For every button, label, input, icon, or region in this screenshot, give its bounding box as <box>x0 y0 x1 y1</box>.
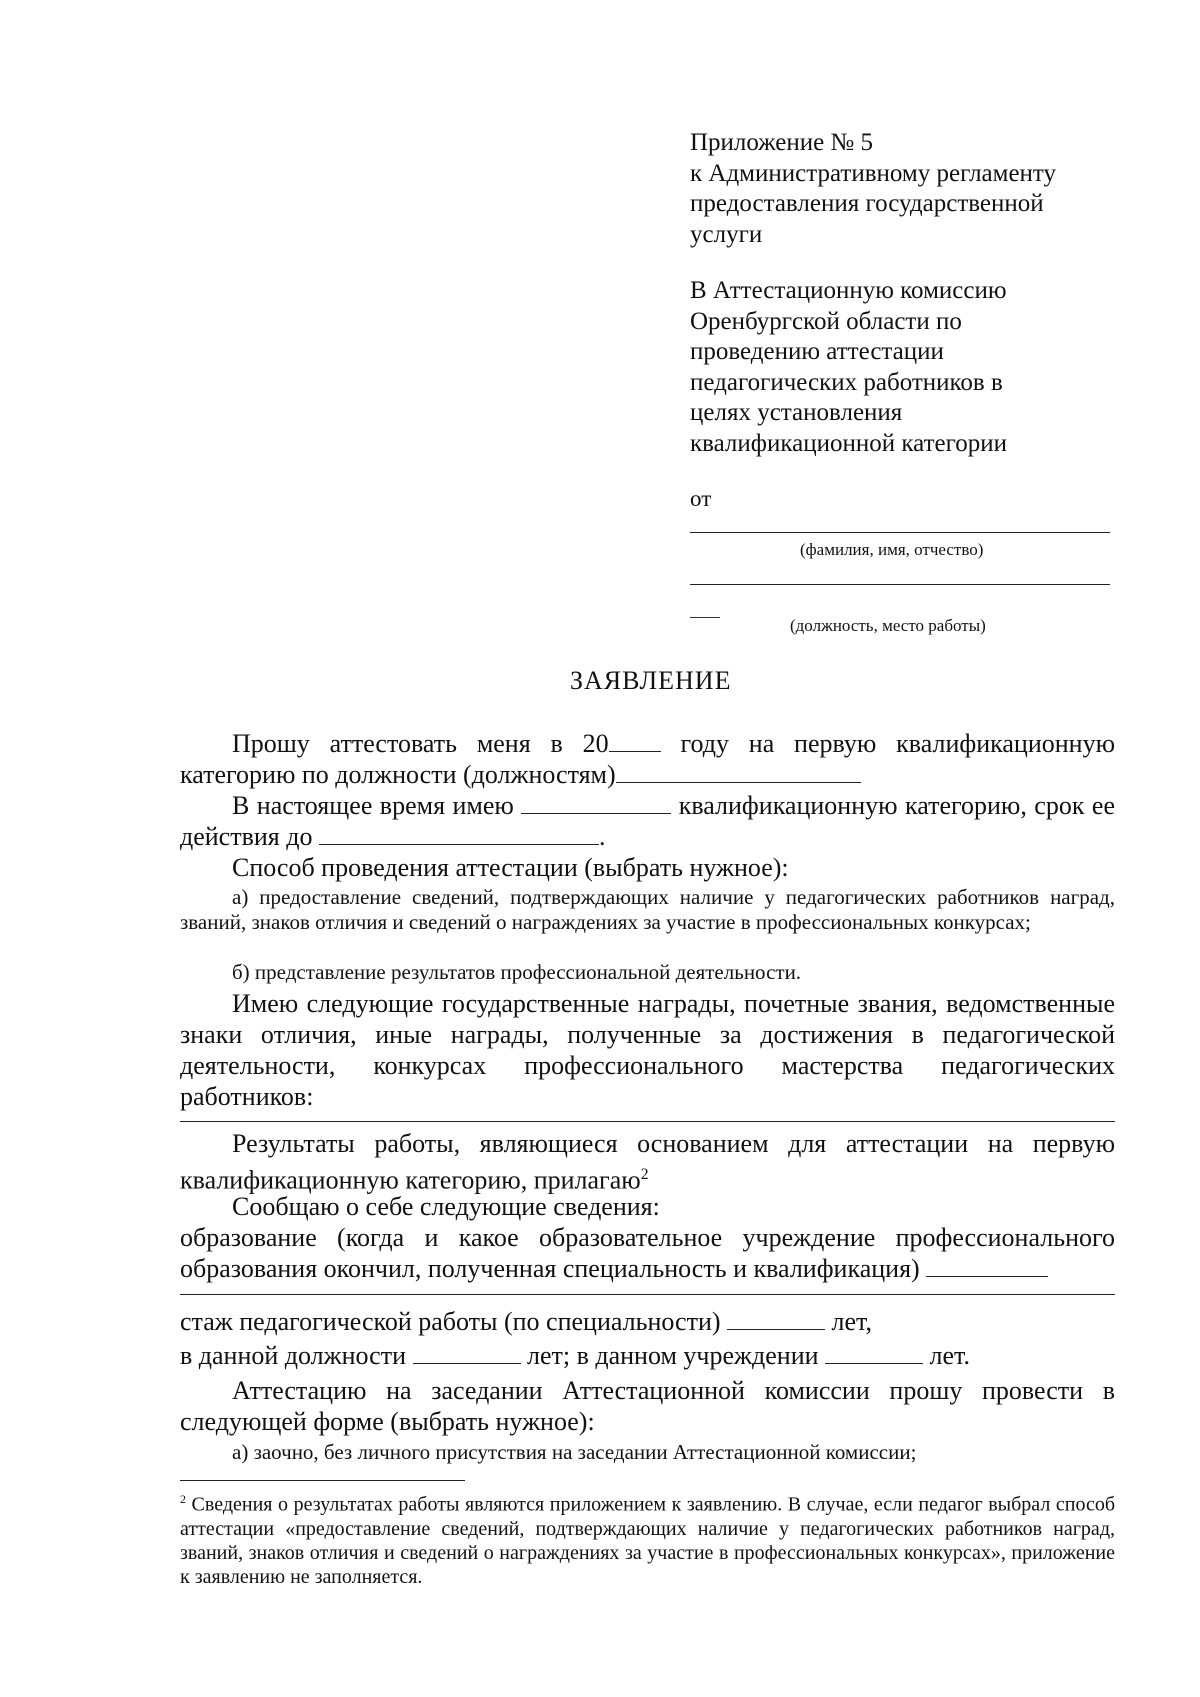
position-experience-text-mid: лет; в данном учреждении <box>520 1341 826 1370</box>
experience-text-end: лет, <box>825 1307 872 1336</box>
footnote-separator <box>180 1480 465 1481</box>
request-text-start: Прошу аттестовать меня в 20 <box>232 729 609 758</box>
footnote-text: Сведения о результатах работы являются приложением к заявлению. В случае, если педагог выбрал способ аттестации «предоставление сведений, подтверждающих наличие у педагогических работников наград, званий, знаков отличия и сведений о награждениях за участие в профессиональных конкурсах», приложение к заявлению не заполняется. <box>180 1493 1115 1588</box>
education-paragraph <box>180 1222 1115 1284</box>
addressee-block <box>690 276 1130 459</box>
about-heading: Сообщаю о себе следующие сведения: <box>232 1192 660 1221</box>
addressee-line: проведению аттестации <box>690 338 944 365</box>
experience-blank[interactable] <box>727 1307 825 1330</box>
position-experience-line <box>180 1340 1115 1371</box>
current-category-text-mid: квалификационную категорию, срок ее действия до <box>180 791 1115 851</box>
position-experience-text-end: лет. <box>923 1341 970 1370</box>
addressee-line: целях установления <box>690 399 903 426</box>
position-line[interactable] <box>690 584 1110 585</box>
form-heading: Аттестацию на заседании Аттестационной комиссии прошу провести в следующей форме (выбрать нужное): <box>180 1376 1115 1436</box>
results-text: Результаты работы, являющиеся основанием для аттестации на первую квалификационную категорию, прилагаю <box>180 1129 1115 1195</box>
method-heading: Способ проведения аттестации (выбрать нужное): <box>232 853 789 882</box>
position-blank[interactable] <box>616 760 861 783</box>
line-dash <box>690 617 720 618</box>
awards-paragraph: Имею следующие государственные награды, почетные звания, ведомственные знаки отличия, иные награды, полученные за достижения в педагогической деятельности, конкурсах профессионального мастерства педагогических работников: <box>180 989 1115 1111</box>
education-text: образование (когда и какое образовательное учреждение профессионального образования окончил, полученная специальность и квалификация) <box>180 1223 1115 1283</box>
fio-caption: (фамилия, имя, отчество) <box>800 540 984 559</box>
validity-blank[interactable] <box>319 822 599 845</box>
from-label: от <box>690 486 712 511</box>
addressee-line: квалификационной категории <box>690 429 1008 457</box>
results-paragraph <box>180 1128 1115 1196</box>
institution-years-blank[interactable] <box>825 1341 923 1364</box>
document-title: ЗАЯВЛЕНИЕ <box>570 666 732 695</box>
addressee-line: Оренбургской области по <box>690 307 962 335</box>
category-blank[interactable] <box>521 791 671 814</box>
position-years-blank[interactable] <box>413 1341 521 1364</box>
footnote-mark: 2 <box>180 1492 186 1506</box>
appendix-line: Приложение № 5 <box>690 129 874 156</box>
position-experience-text-start: в данной должности <box>180 1341 413 1370</box>
appendix-line: предоставления государственной <box>690 190 1044 217</box>
current-category-paragraph <box>180 790 1115 852</box>
fio-line[interactable] <box>690 532 1110 533</box>
method-option-a[interactable]: а) предоставление сведений, подтверждающих наличие у педагогических работников наград, званий, знаков отличия и сведений о награждениях за участие в профессиональных конкурсах; <box>180 885 1115 934</box>
appendix-line: услуги <box>690 220 763 248</box>
footnote-reference: 2 <box>640 1166 649 1183</box>
education-line[interactable] <box>180 1294 1115 1295</box>
awards-line[interactable] <box>180 1121 1115 1122</box>
request-text-end: году на первую квалификационную категорию по должности (должностям) <box>180 729 1115 789</box>
experience-text-start: стаж педагогической работы (по специальности) <box>180 1307 728 1336</box>
current-category-text-start: В настоящее время имею <box>232 791 522 820</box>
request-paragraph <box>180 728 1115 790</box>
education-blank[interactable] <box>926 1254 1048 1277</box>
form-option-a[interactable]: а) заочно, без личного присутствия на заседании Аттестационной комиссии; <box>232 1440 917 1464</box>
appendix-line: к Административному регламенту <box>690 159 1057 187</box>
method-option-b[interactable]: б) представление результатов профессиональной деятельности. <box>232 960 802 984</box>
experience-line <box>180 1306 1115 1337</box>
position-caption: (должность, место работы) <box>790 616 986 635</box>
year-blank[interactable] <box>609 729 661 752</box>
appendix-reference <box>690 128 1130 250</box>
addressee-line: В Аттестационную комиссию <box>690 277 1007 304</box>
current-category-text-end: . <box>598 822 606 851</box>
footnote <box>180 1487 1115 1589</box>
addressee-line: педагогических работников в <box>690 368 1003 396</box>
